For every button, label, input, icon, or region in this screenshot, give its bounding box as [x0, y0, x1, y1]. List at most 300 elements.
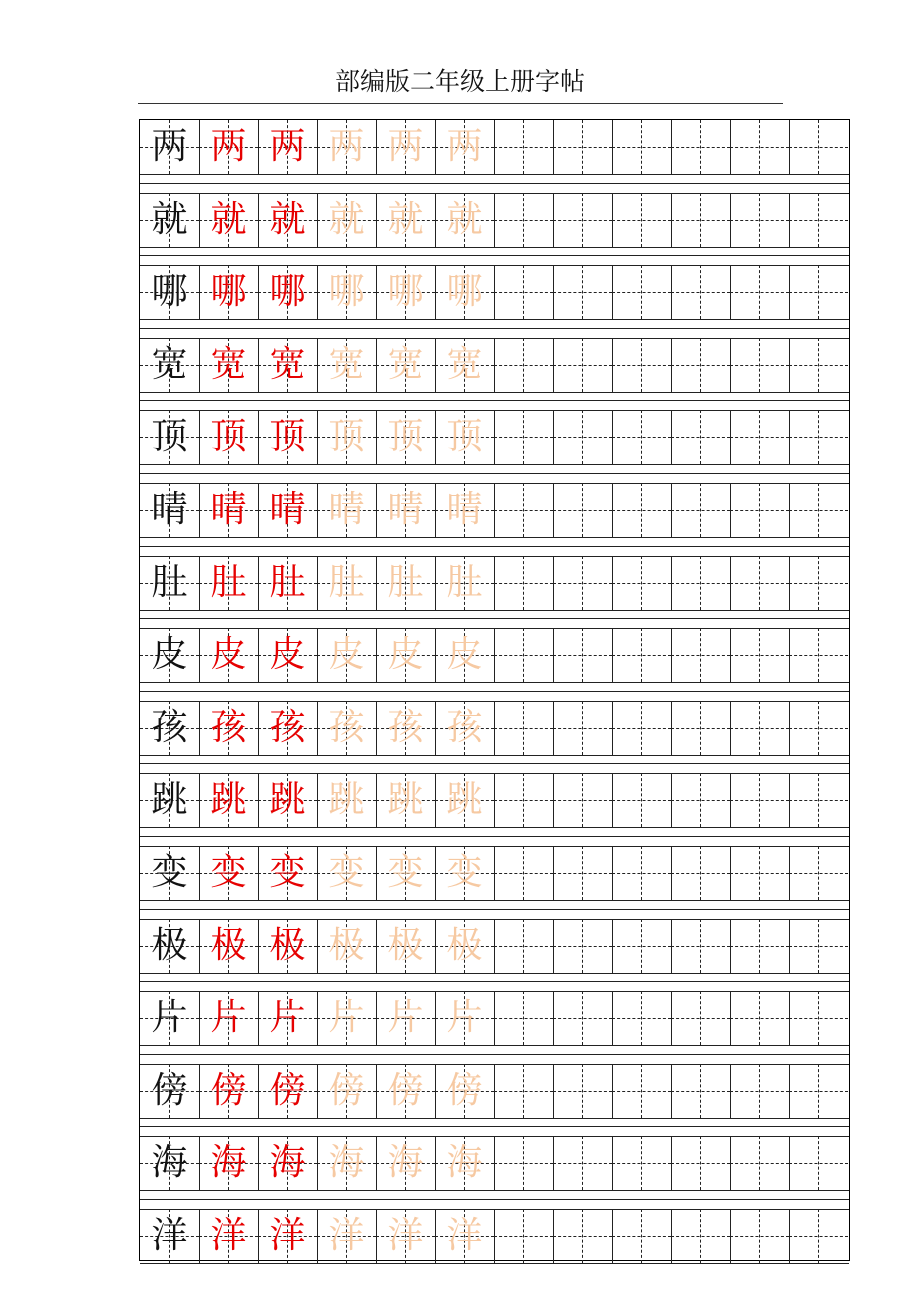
practice-cell[interactable]	[789, 773, 848, 827]
practice-cell	[435, 120, 494, 174]
practice-cell	[376, 556, 435, 610]
practice-cell[interactable]	[553, 193, 612, 247]
row-gap-line	[140, 691, 849, 692]
practice-cell[interactable]	[612, 773, 671, 827]
trace-character: 肚	[446, 561, 483, 603]
red-character: 傍	[269, 1069, 306, 1111]
model-character: 晴	[151, 489, 188, 530]
trace-character: 跳	[446, 779, 483, 821]
practice-row	[140, 991, 849, 1064]
guide-dash-vertical	[641, 773, 642, 827]
practice-cell[interactable]	[671, 773, 730, 827]
practice-cell[interactable]	[612, 483, 671, 537]
practice-cell	[140, 701, 199, 755]
practice-cell	[317, 338, 376, 392]
practice-cell[interactable]	[494, 846, 553, 900]
practice-cell[interactable]	[494, 193, 553, 247]
guide-dash-vertical	[582, 410, 583, 464]
practice-cell[interactable]	[730, 338, 789, 392]
practice-cell	[258, 265, 317, 319]
trace-character: 片	[446, 997, 483, 1039]
practice-cell[interactable]	[553, 410, 612, 464]
trace-character: 孩	[328, 706, 365, 748]
red-character: 就	[210, 198, 247, 240]
practice-cell	[317, 265, 376, 319]
trace-character: 两	[328, 126, 365, 167]
guide-dash-vertical	[700, 193, 701, 247]
practice-cell	[376, 120, 435, 174]
guide-dash-vertical	[641, 1209, 642, 1263]
practice-cell[interactable]	[494, 701, 553, 755]
trace-character: 肚	[328, 561, 365, 603]
model-character: 两	[151, 126, 188, 167]
row-bottom-line	[140, 610, 849, 611]
practice-cell[interactable]	[789, 846, 848, 900]
practice-cell[interactable]	[671, 701, 730, 755]
guide-dash-vertical	[641, 120, 642, 174]
practice-cell[interactable]	[671, 120, 730, 174]
practice-cell	[199, 919, 258, 973]
practice-cell	[317, 701, 376, 755]
practice-cell[interactable]	[671, 991, 730, 1045]
practice-cell	[258, 701, 317, 755]
guide-dash-vertical	[641, 265, 642, 319]
practice-cell[interactable]	[789, 628, 848, 682]
practice-cell[interactable]	[494, 338, 553, 392]
row-bottom-line	[140, 1263, 849, 1264]
row-gap-line	[140, 473, 849, 474]
practice-cell	[317, 1209, 376, 1263]
row-gap-line	[140, 836, 849, 837]
model-character: 片	[151, 997, 188, 1039]
practice-cell[interactable]	[730, 919, 789, 973]
practice-cell	[317, 991, 376, 1045]
practice-cell	[199, 1064, 258, 1118]
trace-character: 洋	[387, 1215, 424, 1256]
practice-cell[interactable]	[730, 991, 789, 1045]
practice-cell[interactable]	[553, 483, 612, 537]
practice-cell[interactable]	[789, 701, 848, 755]
practice-cell	[317, 1064, 376, 1118]
practice-cell[interactable]	[553, 773, 612, 827]
practice-cell	[317, 846, 376, 900]
model-character: 变	[151, 852, 188, 893]
practice-cell[interactable]	[671, 1136, 730, 1190]
guide-dash-vertical	[582, 919, 583, 973]
practice-cell	[258, 120, 317, 174]
red-character: 变	[210, 852, 247, 893]
page-title: 部编版二年级上册字帖	[334, 67, 585, 96]
practice-cell	[435, 846, 494, 900]
practice-cell[interactable]	[612, 556, 671, 610]
practice-cell	[376, 1136, 435, 1190]
guide-dash-vertical	[523, 265, 524, 319]
trace-character: 晴	[387, 489, 424, 530]
row-gap-line	[140, 618, 849, 619]
guide-dash-vertical	[818, 701, 819, 755]
practice-cell[interactable]	[789, 483, 848, 537]
trace-character: 傍	[446, 1069, 483, 1111]
practice-cell	[258, 846, 317, 900]
guide-dash-vertical	[818, 1136, 819, 1190]
red-character: 肚	[210, 561, 247, 603]
guide-dash-vertical	[523, 120, 524, 174]
red-character: 顶	[269, 416, 306, 458]
practice-cell[interactable]	[612, 701, 671, 755]
practice-cell	[435, 991, 494, 1045]
practice-row	[140, 1136, 849, 1209]
practice-cell	[140, 1136, 199, 1190]
practice-cell	[376, 919, 435, 973]
practice-cell[interactable]	[612, 1209, 671, 1263]
practice-cell[interactable]	[494, 773, 553, 827]
practice-cell[interactable]	[553, 991, 612, 1045]
red-character: 洋	[210, 1215, 247, 1256]
model-character: 顶	[151, 416, 188, 458]
trace-character: 跳	[328, 779, 365, 821]
practice-cell	[140, 773, 199, 827]
row-bottom-line	[140, 1118, 849, 1119]
practice-cell	[376, 701, 435, 755]
practice-row	[140, 338, 849, 411]
practice-cell	[376, 483, 435, 537]
practice-cell[interactable]	[494, 556, 553, 610]
guide-dash-vertical	[582, 193, 583, 247]
practice-cell	[435, 556, 494, 610]
trace-character: 就	[328, 198, 365, 240]
red-character: 极	[210, 924, 247, 966]
practice-row	[140, 1209, 849, 1282]
practice-cell[interactable]	[730, 1064, 789, 1118]
practice-cell[interactable]	[730, 556, 789, 610]
practice-cell	[376, 846, 435, 900]
practice-cell[interactable]	[789, 556, 848, 610]
practice-cell[interactable]	[494, 410, 553, 464]
practice-cell[interactable]	[553, 120, 612, 174]
practice-row	[140, 919, 849, 992]
practice-cell[interactable]	[612, 991, 671, 1045]
practice-cell[interactable]	[730, 193, 789, 247]
practice-cell[interactable]	[730, 410, 789, 464]
practice-cell	[317, 193, 376, 247]
practice-cell	[140, 991, 199, 1045]
practice-cell	[376, 410, 435, 464]
practice-cell[interactable]	[553, 1209, 612, 1263]
practice-cell[interactable]	[494, 483, 553, 537]
guide-dash-vertical	[700, 1136, 701, 1190]
practice-cell[interactable]	[671, 556, 730, 610]
guide-dash-vertical	[582, 701, 583, 755]
guide-dash-vertical	[759, 846, 760, 900]
practice-cell[interactable]	[789, 410, 848, 464]
practice-cell[interactable]	[553, 556, 612, 610]
row-gap-line	[140, 763, 849, 764]
practice-row	[140, 120, 849, 193]
practice-cell[interactable]	[612, 919, 671, 973]
guide-dash-vertical	[818, 338, 819, 392]
practice-row	[140, 773, 849, 846]
practice-cell	[376, 1209, 435, 1263]
trace-character: 极	[446, 924, 483, 966]
practice-cell[interactable]	[612, 193, 671, 247]
practice-cell[interactable]	[494, 628, 553, 682]
guide-dash-vertical	[759, 483, 760, 537]
guide-dash-vertical	[818, 193, 819, 247]
model-character: 哪	[151, 271, 188, 313]
practice-cell	[435, 1136, 494, 1190]
practice-cell[interactable]	[553, 1136, 612, 1190]
trace-character: 顶	[387, 416, 424, 458]
practice-cell[interactable]	[553, 846, 612, 900]
practice-cell	[140, 483, 199, 537]
guide-dash-vertical	[700, 1064, 701, 1118]
guide-dash-vertical	[818, 991, 819, 1045]
guide-dash-vertical	[582, 265, 583, 319]
trace-character: 顶	[446, 416, 483, 458]
practice-cell[interactable]	[730, 1136, 789, 1190]
guide-dash-vertical	[818, 556, 819, 610]
trace-character: 两	[387, 126, 424, 167]
practice-cell[interactable]	[730, 265, 789, 319]
guide-dash-vertical	[759, 1209, 760, 1263]
trace-character: 就	[446, 198, 483, 240]
guide-dash-vertical	[523, 628, 524, 682]
practice-cell	[140, 556, 199, 610]
practice-cell[interactable]	[730, 483, 789, 537]
practice-cell	[140, 1064, 199, 1118]
guide-dash-vertical	[641, 193, 642, 247]
copybook-sheet	[139, 119, 850, 1261]
practice-cell	[199, 483, 258, 537]
guide-dash-vertical	[700, 338, 701, 392]
practice-cell[interactable]	[730, 701, 789, 755]
practice-cell	[317, 483, 376, 537]
practice-cell	[199, 556, 258, 610]
row-bottom-line	[140, 537, 849, 538]
practice-cell[interactable]	[494, 265, 553, 319]
practice-cell[interactable]	[612, 846, 671, 900]
practice-cell[interactable]	[671, 628, 730, 682]
practice-cell	[199, 193, 258, 247]
practice-cell	[317, 773, 376, 827]
practice-cell[interactable]	[671, 338, 730, 392]
row-bottom-line	[140, 247, 849, 248]
guide-dash-vertical	[523, 991, 524, 1045]
practice-cell	[140, 338, 199, 392]
practice-cell[interactable]	[553, 701, 612, 755]
practice-cell	[376, 991, 435, 1045]
practice-cell	[199, 410, 258, 464]
practice-cell	[435, 265, 494, 319]
trace-character: 海	[446, 1142, 483, 1184]
practice-cell	[140, 265, 199, 319]
row-gap-line	[140, 1126, 849, 1127]
row-bottom-line	[140, 1045, 849, 1046]
row-gap-line	[140, 1199, 849, 1200]
practice-cell[interactable]	[553, 628, 612, 682]
practice-cell	[435, 701, 494, 755]
practice-cell	[258, 1136, 317, 1190]
row-bottom-line	[140, 319, 849, 320]
practice-cell	[376, 773, 435, 827]
practice-cell	[199, 265, 258, 319]
practice-cell[interactable]	[494, 991, 553, 1045]
guide-dash-vertical	[641, 483, 642, 537]
practice-cell[interactable]	[730, 120, 789, 174]
practice-cell[interactable]	[789, 1064, 848, 1118]
guide-dash-vertical	[523, 193, 524, 247]
practice-cell[interactable]	[671, 193, 730, 247]
practice-cell[interactable]	[612, 120, 671, 174]
practice-cell	[435, 410, 494, 464]
practice-cell[interactable]	[671, 1064, 730, 1118]
guide-dash-vertical	[759, 701, 760, 755]
guide-dash-vertical	[759, 991, 760, 1045]
practice-cell	[258, 338, 317, 392]
guide-dash-vertical	[700, 556, 701, 610]
practice-cell	[435, 193, 494, 247]
guide-dash-vertical	[700, 773, 701, 827]
trace-character: 洋	[328, 1215, 365, 1256]
model-character: 洋	[151, 1215, 188, 1256]
practice-cell[interactable]	[612, 338, 671, 392]
model-character: 肚	[151, 561, 188, 603]
practice-cell[interactable]	[730, 628, 789, 682]
guide-dash-vertical	[523, 556, 524, 610]
practice-cell[interactable]	[730, 773, 789, 827]
trace-character: 皮	[387, 634, 424, 676]
red-character: 两	[210, 126, 247, 167]
row-gap-line	[140, 546, 849, 547]
practice-cell	[140, 410, 199, 464]
trace-character: 孩	[387, 706, 424, 748]
guide-dash-vertical	[641, 701, 642, 755]
practice-cell[interactable]	[789, 1209, 848, 1263]
practice-cell[interactable]	[612, 628, 671, 682]
practice-cell	[435, 628, 494, 682]
practice-cell[interactable]	[612, 265, 671, 319]
practice-cell	[140, 846, 199, 900]
trace-character: 洋	[446, 1215, 483, 1256]
guide-dash-vertical	[818, 265, 819, 319]
practice-cell[interactable]	[612, 410, 671, 464]
guide-dash-vertical	[759, 628, 760, 682]
practice-cell[interactable]	[789, 193, 848, 247]
guide-dash-vertical	[582, 1136, 583, 1190]
guide-dash-vertical	[818, 919, 819, 973]
practice-cell[interactable]	[553, 338, 612, 392]
guide-dash-vertical	[523, 1064, 524, 1118]
guide-dash-vertical	[641, 1136, 642, 1190]
red-character: 就	[269, 198, 306, 240]
practice-cell	[317, 556, 376, 610]
practice-cell	[140, 1209, 199, 1263]
guide-dash-vertical	[759, 338, 760, 392]
practice-cell[interactable]	[553, 919, 612, 973]
practice-row	[140, 701, 849, 774]
guide-dash-vertical	[700, 628, 701, 682]
title-divider	[138, 103, 783, 104]
red-character: 晴	[269, 489, 306, 530]
practice-cell	[258, 1064, 317, 1118]
practice-cell[interactable]	[671, 846, 730, 900]
practice-cell[interactable]	[789, 919, 848, 973]
practice-cell[interactable]	[789, 265, 848, 319]
trace-character: 变	[446, 852, 483, 893]
practice-cell[interactable]	[789, 991, 848, 1045]
guide-dash-vertical	[700, 919, 701, 973]
practice-cell[interactable]	[612, 1064, 671, 1118]
guide-dash-vertical	[818, 410, 819, 464]
model-character: 宽	[151, 343, 188, 385]
model-character: 皮	[151, 634, 188, 676]
practice-cell[interactable]	[494, 919, 553, 973]
practice-cell[interactable]	[671, 265, 730, 319]
red-character: 傍	[210, 1069, 247, 1111]
practice-cell[interactable]	[494, 1136, 553, 1190]
guide-dash-vertical	[582, 628, 583, 682]
practice-row	[140, 1064, 849, 1137]
trace-character: 变	[387, 852, 424, 893]
red-character: 宽	[210, 343, 247, 385]
trace-character: 顶	[328, 416, 365, 458]
model-character: 孩	[151, 706, 188, 748]
trace-character: 片	[328, 997, 365, 1039]
row-gap-line	[140, 183, 849, 184]
practice-cell	[140, 193, 199, 247]
practice-cell[interactable]	[789, 338, 848, 392]
practice-cell	[140, 120, 199, 174]
practice-cell[interactable]	[730, 846, 789, 900]
trace-character: 哪	[446, 271, 483, 313]
practice-cell[interactable]	[553, 265, 612, 319]
practice-cell[interactable]	[671, 483, 730, 537]
practice-cell[interactable]	[494, 1064, 553, 1118]
practice-cell[interactable]	[671, 410, 730, 464]
practice-cell[interactable]	[730, 1209, 789, 1263]
trace-character: 极	[387, 924, 424, 966]
trace-character: 海	[387, 1142, 424, 1184]
red-character: 皮	[210, 634, 247, 676]
practice-cell[interactable]	[553, 1064, 612, 1118]
red-character: 顶	[210, 416, 247, 458]
practice-cell[interactable]	[789, 120, 848, 174]
practice-cell	[376, 193, 435, 247]
practice-cell[interactable]	[612, 1136, 671, 1190]
red-character: 海	[269, 1142, 306, 1184]
red-character: 两	[269, 126, 306, 167]
practice-cell	[199, 120, 258, 174]
practice-cell[interactable]	[671, 919, 730, 973]
practice-cell[interactable]	[494, 1209, 553, 1263]
practice-cell	[317, 628, 376, 682]
red-character: 跳	[269, 779, 306, 821]
red-character: 皮	[269, 634, 306, 676]
guide-dash-vertical	[818, 1064, 819, 1118]
practice-cell[interactable]	[671, 1209, 730, 1263]
practice-cell	[435, 919, 494, 973]
practice-cell	[317, 120, 376, 174]
practice-cell[interactable]	[494, 120, 553, 174]
practice-row	[140, 483, 849, 556]
practice-cell	[258, 1209, 317, 1263]
model-character: 海	[151, 1142, 188, 1184]
trace-character: 海	[328, 1142, 365, 1184]
practice-cell	[258, 628, 317, 682]
guide-dash-vertical	[523, 919, 524, 973]
practice-cell[interactable]	[789, 1136, 848, 1190]
practice-row	[140, 556, 849, 629]
